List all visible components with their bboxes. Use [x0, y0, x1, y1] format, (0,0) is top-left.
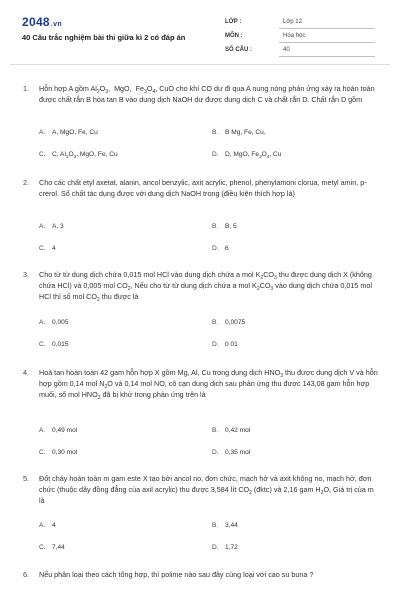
option-b[interactable]: B. 3,44: [212, 522, 238, 529]
logo-suffix: .vn: [50, 21, 62, 28]
option-c[interactable]: C. 0,30 mol: [39, 449, 78, 456]
site-logo[interactable]: [22, 15, 62, 29]
option-d[interactable]: D. 1,72: [212, 544, 238, 551]
meta-value: Hóa học: [283, 33, 306, 39]
question-number: 4.: [23, 368, 29, 377]
question-number: 3.: [23, 270, 29, 279]
meta-question-count: [225, 44, 375, 58]
question-number: 5.: [23, 474, 29, 483]
page-header: [0, 0, 400, 64]
meta-key: SỐ CÂU :: [225, 47, 252, 53]
meta-underline: [279, 42, 375, 43]
question-text: Cho các chất etyl axetat, alanin, ancol benzylic, axit acrylic, phenol, phenylamoni clorua, metyl amin, p-crerol. Số chất tác dụng được với dung dịch NaOH trong (điều kiện thích hợp là): [39, 178, 367, 198]
option-b[interactable]: B. 0,42 mol: [212, 427, 251, 434]
meta-value: Lớp 12: [283, 19, 302, 25]
question-number: 2.: [23, 178, 29, 187]
question-text: Đốt cháy hoàn toàn m gam este X tạo bởi ancol no, đơn chức, mạch hở và axit không no, mạch hở, đơn chức (thuộc dãy đồng đẳng của axil acrylic) thu được 3,584 lít $CO_2$ (đktc) và 2,16 gam $H_2O$, Giá trị của m là: [39, 474, 374, 505]
option-a[interactable]: A. 4: [39, 522, 56, 529]
option-b[interactable]: B. B, 5: [212, 223, 237, 230]
question-number: 6.: [23, 570, 29, 579]
option-a[interactable]: A. A, MgO, Fe, Cu: [39, 129, 98, 136]
option-a[interactable]: A. 0,49 mol: [39, 427, 78, 434]
document-title: 40 Câu trắc nghiệm bài thi giữa kì 2 có đáp án: [22, 33, 186, 42]
question-number: 1.: [23, 84, 29, 93]
meta-underline: [279, 56, 375, 57]
option-c[interactable]: C. 0,015: [39, 341, 69, 348]
option-a[interactable]: A. A, 3: [39, 223, 64, 230]
option-c[interactable]: C. 7,44: [39, 544, 65, 551]
meta-value: 40: [283, 47, 290, 53]
option-c[interactable]: C. 4: [39, 245, 56, 252]
option-d[interactable]: D. 0 01: [212, 341, 238, 348]
question-text: Hoà tan hoàn toàn 42 gam hỗn hợp X gồm Mg, Al, Cu trong dung dịch $HNO_3$ thu được dung dịch V và hỗn hợp gồm 0,14 mol $N_2O$ và 0,14 mol NO, cô cạn dung dịch sau phản ứng thu được 143,08 gam hỗn hợp muối, số mol $HNO_3$ đã bị khử trong phản ứng trên là: [39, 368, 378, 401]
option-c[interactable]: C. C, $Al_2O_3$, MgO, Fe, Cu: [39, 151, 118, 159]
meta-subject: [225, 30, 375, 44]
option-b[interactable]: B. B Mg, Fe, Cu,: [212, 129, 266, 136]
option-a[interactable]: A. 0,005: [39, 319, 69, 326]
meta-class: [225, 16, 375, 30]
option-d[interactable]: D. 0,35 mol: [212, 449, 251, 456]
meta-key: MÔN :: [225, 33, 243, 39]
logo-text: 2048: [22, 15, 50, 29]
question-text: Cho từ từ dung dịch chứa 0,015 mol HCl vào dung dịch chứa a mol $K_2CO_3$ thu được dung dịch X (không chứa HCl) và 0,005 mol $CO_2$, Nếu cho từ từ dung dịch chứa a mol $K_2CO_3$ vào dung dịch chứa 0,015 mol HCl thì số mol $CO_2$ thu được là: [39, 270, 372, 303]
meta-underline: [279, 28, 375, 29]
option-d[interactable]: D. 6: [212, 245, 229, 252]
question-text: Hỗn hợp A gồm $Al_2O_3$, MgO, $Fe_3O_4$, CuO cho khí CO dư đi qua A nung nóng phản ứng xảy ra hoàn toàn được chất rắn B hòa tan B vào dung dịch NaOH dư được dung dịch C và chất rắn D. Chất rắn D gồm: [39, 84, 375, 104]
question-text: Nếu phân loại theo cách tổng hợp, thì polime nào sau đây cùng loại với cao su buna ?: [39, 570, 314, 579]
option-b[interactable]: B. 0,0075: [212, 319, 246, 326]
meta-key: LỚP :: [225, 19, 242, 25]
option-d[interactable]: D. D, MgO, $Fe_3O_4$, Cu: [212, 151, 282, 159]
header-divider: [10, 64, 390, 65]
